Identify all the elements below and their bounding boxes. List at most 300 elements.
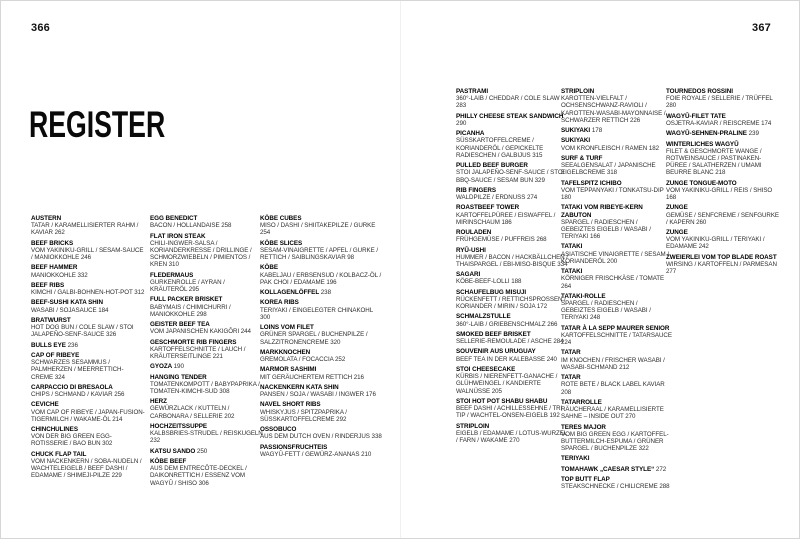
entry-detail: GRÜNER SPARGEL / BUCHENPILZE / SALZZITRONENCREME 320	[260, 331, 368, 346]
index-entry	[456, 423, 569, 445]
entry-title-line	[150, 233, 263, 240]
entry-title: TERES MAJOR	[561, 423, 606, 431]
entry-detail: BACON / HOLLANDAISE 258	[150, 222, 232, 230]
index-entry	[150, 448, 263, 455]
entry-detail: KARTOFFELPÜREE / EISWAFFEL / MIRINSCHAUM 186	[456, 211, 556, 226]
entry-detail: SÜSSKARTOFFELCREME / KORIANDERÖL / GEPICKELTE RADIESCHEN / GALBIJUS 315	[456, 137, 544, 159]
entry-detail: VOM KRONFLEISCH / RAMEN 182	[561, 144, 660, 152]
entry-page-ref: 250	[196, 447, 208, 455]
entry-detail: WALDPILZE / ERDNUSS 274	[456, 194, 538, 202]
entry-title-line	[31, 426, 145, 433]
entry-page-ref: 236	[67, 341, 78, 349]
entry-page-ref: 190	[173, 363, 184, 371]
index-entry	[260, 264, 382, 286]
entry-title-line	[31, 264, 145, 271]
index-entry	[260, 215, 382, 237]
index-entry	[561, 180, 672, 202]
entry-title-line	[561, 204, 672, 218]
entry-title: FLAT IRON STEAK	[150, 232, 206, 240]
entry-title: CARPACCIO DI BRESAOLA	[31, 383, 113, 391]
entry-detail: RÜCKENFETT / RETTICHSPROSSEN / KORIANDER / MIRIN / SOJA 172	[456, 295, 566, 311]
index-entry	[150, 398, 263, 420]
entry-page-ref: 239	[748, 130, 759, 138]
index-entry	[31, 384, 145, 398]
entry-detail: GEMÜSE / SENFCREME / SENFGURKE / KAPERN 260	[666, 211, 779, 226]
entry-detail: TATAR / KARAMELLISIERTER RAHM / KAVIAR 262	[31, 222, 139, 237]
index-entry	[31, 352, 145, 381]
entry-detail: VON DER BIG GREEN EGG-ROTISSERIE / BAO BUN 302	[31, 433, 113, 448]
index-entry	[456, 130, 569, 159]
entry-title: PULLED BEEF BURGER	[456, 162, 528, 170]
index-entry	[561, 349, 672, 371]
index-entry	[561, 374, 672, 396]
index-entry	[666, 180, 779, 202]
entry-title-line	[456, 289, 569, 296]
index-entry	[150, 374, 263, 396]
index-column-3	[260, 215, 382, 461]
index-entry	[150, 363, 263, 370]
entry-title-line	[150, 296, 263, 303]
entry-title: ROASTBEEF TOWER	[456, 204, 520, 212]
index-entry	[31, 342, 145, 349]
page-title: REGISTER	[29, 103, 166, 145]
entry-title: SMOKED BEEF BRISKET	[456, 330, 531, 338]
entry-title: BEEF HAMMER	[31, 264, 78, 272]
index-entry	[456, 366, 569, 395]
index-entry	[561, 399, 672, 421]
index-entry	[260, 444, 382, 458]
entry-title-line	[31, 384, 145, 391]
index-entry	[260, 349, 382, 363]
entry-detail: BEEF DASHI / ACHILLESSEHNE / TRI TIP / WACHTEL-ONSEN-EIGELB 192	[456, 405, 563, 420]
entry-detail: WAGYŪ-FETT / GEWÜRZ-ANANAS 210	[260, 450, 372, 458]
entry-page-ref: 290	[456, 119, 467, 127]
index-entry	[260, 426, 382, 440]
entry-title: EGG BENEDICT	[150, 215, 198, 222]
index-entry	[561, 204, 672, 240]
entry-title-line	[456, 113, 569, 127]
index-entry	[666, 229, 779, 251]
index-entry	[260, 384, 382, 398]
index-entry	[456, 348, 569, 362]
entry-title: WAGYŪ-SEHNEN-PRALINE	[666, 130, 747, 138]
index-entry	[561, 137, 672, 151]
page-number-right: 367	[752, 22, 771, 34]
entry-title: CHINCHULINES	[31, 426, 78, 434]
index-entry	[31, 264, 145, 278]
entry-detail: VOM YAKINIKU-GRILL / TERIYAKI / EDAMAME 242	[666, 236, 765, 251]
entry-title: HERZ	[150, 398, 167, 406]
entry-title-line	[561, 374, 672, 381]
entry-detail: SCHWARZES SESAMMUS / PALMHERZEN / MEERRETTICH-CREME 324	[31, 359, 124, 381]
entry-detail: GEWÜRZLACK / KUTTELN / CARBONARA / SELLERIE 202	[150, 405, 235, 420]
entry-title: RYŪ-USHI	[456, 246, 486, 254]
entry-page-ref: 238	[320, 289, 332, 297]
entry-detail: KÖBE-BEEF-LOLLI 188	[456, 278, 522, 286]
index-entry	[666, 130, 779, 137]
entry-title-line	[150, 363, 263, 370]
entry-title: AUSTERN	[31, 215, 62, 222]
entry-title: TATAR	[561, 374, 581, 382]
entry-title-line	[31, 342, 145, 349]
index-entry	[561, 243, 672, 265]
entry-title: SCHMALZSTULLE	[456, 313, 511, 321]
entry-title: TERIYAKI	[561, 455, 590, 463]
entry-title: PASTRAMI	[456, 88, 489, 95]
entry-title-line	[561, 455, 672, 462]
entry-title-line	[260, 289, 382, 296]
entry-detail: FOIE ROYALE / SELLERIE / TRÜFFEL 280	[666, 95, 773, 110]
entry-detail: ROTE BETE / BLACK LABEL KAVIAR 208	[561, 381, 665, 396]
entry-title-line	[456, 187, 569, 194]
entry-page-ref: 178	[591, 127, 603, 135]
index-entry	[150, 272, 263, 294]
index-entry	[260, 324, 382, 346]
entry-detail: MANIOKKOHLE 332	[31, 271, 88, 279]
entry-title: PASSIONSFRUCHTEIS	[260, 443, 328, 451]
entry-title-line	[150, 448, 263, 455]
entry-title-line	[561, 243, 672, 250]
entry-title: PHILLY CHEESE STEAK SANDWICH	[456, 112, 564, 120]
entry-title: ROULADEN	[456, 229, 492, 237]
index-entry	[150, 423, 263, 445]
entry-title: STOI HOT POT SHABU SHABU	[456, 397, 548, 405]
entry-title-line	[456, 247, 569, 254]
entry-title-line	[31, 215, 145, 222]
entry-detail: VOM NACKENKERN / SOBA-NUDELN / WACHTELEIGELB / BEEF DASHI / EDAMAME / SHIMEJI-PILZE 229	[31, 457, 142, 480]
entry-detail: VOM BIG GREEN EGG / KARTOFFEL-BUTTERMILCH-ESPUMA / GRÜNER SPARGEL / BUCHENPILZE 322	[561, 430, 669, 453]
entry-detail: SESAM-VINAIGRETTE / APFEL / GURKE / RETTICH / SAIBLINGSKAVIAR 98	[260, 246, 379, 262]
entry-title: ZUNGE	[666, 229, 688, 237]
entry-title-line	[561, 155, 672, 162]
entry-detail: BABYMAIS / CHIMICHURRI / MANIOKKOHLE 298	[150, 303, 231, 318]
entry-title: CAP OF RIBEYE	[31, 351, 80, 359]
entry-title: KATSU SANDO	[150, 447, 196, 455]
index-entry	[456, 398, 569, 420]
entry-title-line	[260, 349, 382, 356]
entry-title: TATAKI	[561, 243, 583, 251]
entry-title-line	[561, 399, 672, 406]
index-entry	[260, 366, 382, 380]
entry-title-line	[260, 426, 382, 433]
entry-title-line	[260, 324, 382, 331]
entry-title: GEISTER BEEF TEA	[150, 321, 210, 329]
entry-title: KOLLAGENLÖFFEL	[260, 289, 320, 297]
entry-detail: KALBSBRIES-STRUDEL / REISKUGELN 232	[150, 430, 263, 445]
index-entry	[456, 229, 569, 243]
index-entry	[456, 331, 569, 345]
index-entry	[561, 127, 672, 134]
entry-title-line	[456, 313, 569, 320]
entry-detail: OSJETRA-KAVIAR / REISCREME 174	[666, 119, 772, 127]
entry-detail: MISO / DASHI / SHIITAKEPILZE / GURKE 254	[260, 222, 376, 237]
entry-title: CHUCK FLAP TAIL	[31, 450, 87, 458]
entry-detail: TOMATENKOMPOTT / BABYPAPRIKA / TOMATEN-KIMCHI-SUD 308	[150, 380, 260, 395]
index-entry	[561, 268, 672, 290]
index-entry	[31, 317, 145, 339]
entry-detail: KÖRNIGER FRISCHKÄSE / TOMATE 264	[561, 275, 665, 290]
entry-detail: ASIATISCHE VINAIGRETTE / SESAM / KORIANDERÖL 200	[561, 250, 669, 265]
entry-title-line	[456, 398, 569, 405]
entry-title: BULLS EYE	[31, 341, 66, 349]
entry-title-line	[561, 293, 672, 300]
entry-title-line	[666, 130, 779, 137]
entry-title: NAVEL SHORT RIBS	[260, 401, 321, 409]
index-entry	[260, 289, 382, 296]
index-entry	[260, 240, 382, 262]
index-entry	[666, 141, 779, 177]
entry-title: CEVICHE	[31, 401, 59, 409]
entry-detail: GURKENROLLE / AYRAN / KRÄUTERÖL 295	[150, 278, 225, 294]
entry-detail: KABELJAU / ERBSENSUD / KOLBACZ-ÖL / PAK CHOI / EDAMAME 196	[260, 271, 382, 286]
index-entry	[456, 113, 569, 127]
index-entry	[666, 204, 779, 226]
entry-title-line	[456, 130, 569, 137]
entry-title: SUKIYAKI	[561, 137, 591, 145]
index-entry	[150, 458, 263, 487]
index-column-6	[666, 88, 779, 278]
entry-title: TOMAHAWK „CAESAR STYLE“	[561, 465, 655, 473]
entry-detail: VOM JAPANISCHEN KAKIGŌRI 244	[150, 328, 251, 336]
index-entry	[31, 299, 145, 313]
entry-title: TOURNEDOS ROSSINI	[666, 88, 733, 95]
entry-title-line	[561, 127, 672, 134]
entry-title: STRIPLOIN	[456, 422, 490, 430]
entry-title: KÖBE SLICES	[260, 239, 303, 247]
entry-detail: WASABI / SOJASAUCE 184	[31, 306, 109, 314]
entry-detail: WHISKYJUS / SPITZPAPRIKA / SÜSSKARTOFFELCREME 292	[260, 408, 347, 423]
entry-title-line	[31, 401, 145, 408]
entry-title: KOREA RIBS	[260, 299, 299, 307]
entry-title: TATARROLLE	[561, 398, 602, 406]
entry-detail: SPARGEL / RADIESCHEN / GEBEIZTES EIGELB / WASABI / TERIYAKI 166	[561, 218, 651, 241]
entry-title-line	[260, 401, 382, 408]
entry-title-line	[31, 299, 145, 306]
entry-title: STRIPLOIN	[561, 88, 595, 95]
index-entry	[31, 401, 145, 423]
entry-title: TAFELSPITZ ICHIBO	[561, 179, 622, 187]
index-entry	[456, 187, 569, 201]
index-entry	[561, 424, 672, 453]
entry-title-line	[456, 366, 569, 373]
index-entry	[666, 113, 779, 127]
entry-detail: HOT DOG BUN / COLE SLAW / STOI JALAPEÑO-SENF-SAUCE 326	[31, 324, 134, 339]
entry-title-line	[561, 349, 672, 356]
entry-title-line	[31, 240, 145, 247]
entry-detail: GREMOLATA / FOCACCIA 252	[260, 356, 346, 364]
index-entry	[456, 162, 569, 184]
entry-title-line	[666, 229, 779, 236]
entry-title-line	[456, 162, 569, 169]
entry-title: STOI CHEESECAKE	[456, 365, 516, 373]
entry-title-line	[260, 215, 382, 222]
entry-title: LOINS VOM FILET	[260, 324, 314, 332]
entry-title-line	[150, 374, 263, 381]
entry-title: BEEF RIBS	[31, 281, 65, 289]
entry-title: SOUVENIR AUS URUGUAY	[456, 348, 536, 356]
entry-detail: EIGELB / EDAMAME / LOTUS-WURZEL / FARN / WAKAME 270	[456, 429, 567, 444]
index-entry	[561, 293, 672, 322]
entry-title-line	[666, 88, 779, 95]
entry-title-line	[31, 451, 145, 458]
index-entry	[150, 339, 263, 361]
entry-detail: KARTOFFELSCHNITTE / TATARSAUCE 224	[561, 331, 672, 347]
entry-title: TOP BUTT FLAP	[561, 476, 610, 484]
entry-detail: MIT GERÄUCHERTEM RETTICH 216	[260, 373, 364, 381]
entry-title: PICANHA	[456, 130, 485, 138]
index-entry	[666, 88, 779, 110]
index-entry	[150, 321, 263, 335]
entry-title: TATAKI VOM RIBEYE-KERN ZABUTON	[561, 204, 643, 219]
entry-title-line	[666, 204, 779, 211]
entry-title-line	[561, 424, 672, 431]
entry-title-line	[456, 271, 569, 278]
index-entry	[456, 88, 569, 110]
entry-detail: VOM TEPPANYAKI / TONKATSU-DIP 180	[561, 186, 664, 202]
entry-title-line	[150, 321, 263, 328]
entry-title: GESCHMORTE RIB FINGERS	[150, 338, 237, 346]
index-column-2	[150, 215, 263, 490]
entry-title-line	[666, 254, 779, 261]
entry-title: SAGARI	[456, 271, 481, 279]
entry-detail: WIRSING / KARTOFFELN / PARMESAN 277	[666, 260, 777, 276]
entry-title: MARKKNOCHEN	[260, 348, 311, 356]
entry-title: ZWEIERLEI VOM TOP BLADE ROAST	[666, 253, 777, 261]
entry-detail: KARTOFFELSCHNITTE / LAUCH / KRÄUTERSEITLINGE 221	[150, 345, 246, 360]
page-number-left: 366	[31, 22, 50, 34]
entry-title-line	[561, 325, 672, 332]
entry-detail: VOM YAKINIKU-GRILL / REIS / SHISO 168	[666, 186, 773, 202]
entry-detail: RÄUCHERAAL / KARAMELLISIERTE SAHNE – INSIDE OUT 270	[561, 406, 664, 421]
entry-detail: STEAKSCHNECKE / CHILICREME 288	[561, 483, 670, 491]
entry-title-line	[31, 317, 145, 324]
index-entry	[150, 215, 263, 229]
entry-detail: FRÜHGEMÜSE / PUFFREIS 268	[456, 236, 547, 244]
index-entry	[31, 282, 145, 296]
index-entry	[561, 88, 672, 124]
entry-title-line	[31, 282, 145, 289]
index-entry	[150, 233, 263, 269]
entry-detail: HUMMER / BACON / HACKBÄLLCHEN / THAISPARGEL / EBI-MISO-BISQUE 334	[456, 253, 568, 268]
entry-title-line	[150, 458, 263, 465]
entry-title: WINTERLICHES WAGYŪ	[666, 140, 739, 148]
entry-title: MARMOR SASHIMI	[260, 366, 317, 374]
page-gutter-divider	[400, 1, 401, 538]
entry-detail: KÜRBIS / NIERENFETT-GANACHE / GLÜHWEINGEL / KANDIERTE WALNÜSSE 205	[456, 373, 558, 395]
entry-title-line	[150, 272, 263, 279]
entry-title-line	[456, 331, 569, 338]
index-entry	[456, 313, 569, 327]
entry-detail: STOI JALAPEÑO-SENF-SAUCE / STOI BBQ-SAUCE / SESAM BUN 329	[456, 169, 565, 184]
entry-detail: CHIPS / SCHMAND / KAVIAR 256	[31, 391, 125, 399]
entry-title: TATAR	[561, 349, 581, 357]
entry-detail: PANSEN / SOJA / WASABI / INGWER 176	[260, 391, 376, 399]
entry-detail: SEEALGENSALAT / JAPANISCHE EIGELBCREME 318	[561, 162, 656, 177]
entry-detail: SPARGEL / RADIESCHEN / GEBEIZTES EIGELB / WASABI / TERIYAKI 248	[561, 300, 651, 322]
entry-title-line	[666, 141, 779, 148]
entry-title-line	[456, 88, 569, 95]
entry-title-line	[561, 180, 672, 187]
index-entry	[561, 466, 672, 473]
entry-detail: 360°-LAIB / CHEDDAR / COLE SLAW 283	[456, 95, 560, 110]
entry-title: BRATWURST	[31, 316, 71, 324]
entry-detail: BEEF TEA IN DER KALEBASSE 240	[456, 355, 557, 363]
index-entry	[150, 296, 263, 318]
index-entry	[561, 325, 672, 347]
entry-detail: KAROTTEN-VIELFALT / OCHSENSCHWANZ-RAVIOLI / KAROTTEN-WASABI-MAYONNAISE / SCHWARZER RETTICH 226	[561, 95, 666, 124]
index-entry	[456, 271, 569, 285]
entry-detail: CHILI-INGWER-SALSA / KORIANDERKRESSE / DRILLINGE / SCHMORZWIEBELN / PIMIENTOS / KREN 310	[150, 239, 252, 269]
entry-title-line	[666, 113, 779, 120]
index-column-1	[31, 215, 145, 483]
index-column-5	[561, 88, 672, 494]
entry-title: BEEF BRICKS	[31, 239, 74, 247]
entry-detail: TERIYAKI / EINGELEGTER CHINAKOHL 300	[260, 306, 373, 321]
entry-title: SURF & TURF	[561, 154, 603, 162]
entry-title: RIB FINGERS	[456, 186, 497, 194]
index-entry	[456, 247, 569, 269]
index-entry	[456, 204, 569, 226]
entry-title: HANGING TENDER	[150, 373, 207, 381]
entry-title-line	[456, 423, 569, 430]
entry-title-line	[260, 264, 382, 271]
entry-title-line	[561, 268, 672, 275]
entry-title: TATAKI	[561, 268, 583, 276]
entry-title: GYOZA	[150, 363, 172, 371]
entry-title: KÖBE BEEF	[150, 457, 187, 465]
entry-detail: AUS DEM DUTCH OVEN / RINDERJUS 338	[260, 433, 382, 441]
entry-title-line	[561, 466, 672, 473]
entry-title: TATAKI-ROLLE	[561, 292, 606, 300]
entry-title: SUKIYAKI	[561, 127, 591, 135]
index-column-4	[456, 88, 569, 447]
entry-page-ref: 272	[655, 465, 667, 473]
entry-detail: 360°-LAIB / GRIEBENSCHMALZ 266	[456, 320, 558, 328]
entry-title-line	[150, 398, 263, 405]
index-entry	[666, 254, 779, 276]
entry-title-line	[456, 204, 569, 211]
entry-title-line	[561, 476, 672, 483]
entry-title-line	[456, 229, 569, 236]
index-entry	[31, 240, 145, 262]
entry-title-line	[150, 423, 263, 430]
index-entry	[561, 155, 672, 177]
entry-title: WAGYŪ-FILET TATE	[666, 112, 726, 120]
entry-title: NACKENKERN KATA SHIN	[260, 383, 339, 391]
entry-title: HOCHZEITSSUPPE	[150, 422, 208, 430]
entry-title-line	[561, 88, 672, 95]
entry-title-line	[666, 180, 779, 187]
entry-title-line	[260, 299, 382, 306]
entry-title-line	[150, 339, 263, 346]
entry-title-line	[260, 444, 382, 451]
entry-title-line	[456, 348, 569, 355]
entry-detail: AUS DEM ENTRECÔTE-DECKEL / DAIKONRETTICH / ESSENZ VOM WAGYŪ / SHISO 306	[150, 465, 247, 487]
index-entry	[456, 289, 569, 311]
index-entry	[31, 215, 145, 237]
entry-title: FLEDERMAUS	[150, 271, 194, 279]
index-entry	[561, 476, 672, 490]
index-entry	[260, 401, 382, 423]
index-entry	[31, 426, 145, 448]
entry-title: KÖBE	[260, 264, 278, 272]
entry-title-line	[260, 366, 382, 373]
entry-title-line	[561, 137, 672, 144]
entry-title: FULL PACKER BRISKET	[150, 296, 223, 304]
entry-title: BEEF-SUSHI KATA SHIN	[31, 299, 103, 307]
entry-title-line	[150, 215, 263, 222]
entry-detail: VOM YAKINIKU-GRILL / SESAM-SAUCE / MANIOKKOHLE 246	[31, 246, 144, 262]
